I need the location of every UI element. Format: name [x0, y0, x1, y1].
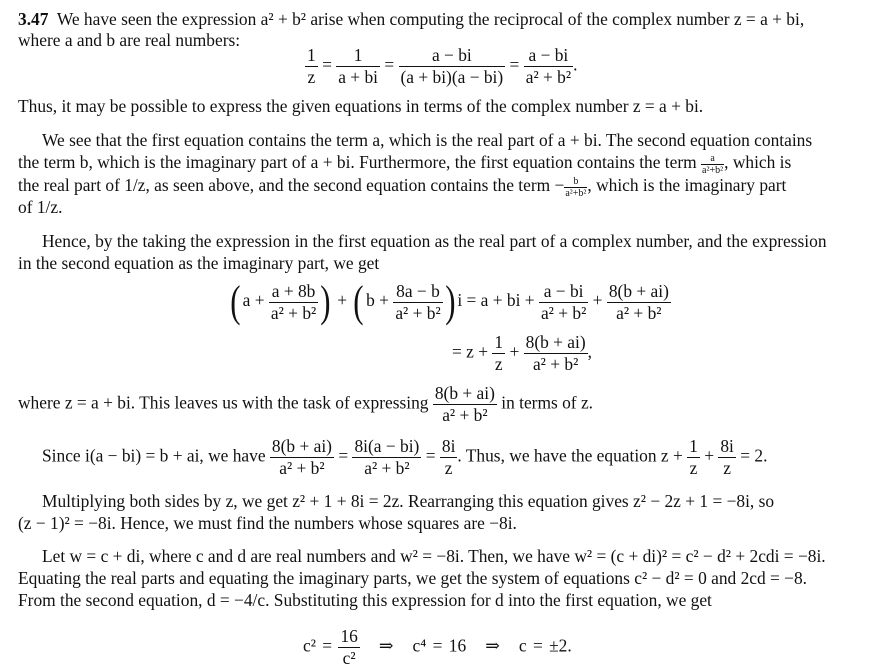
let-line1: Let w = c + di, where c and d are real numbers and w² = −8i. Then, we have w² = (c + di)² = c² − d² + 2cdi = −8i. — [42, 546, 826, 566]
fraction: $\frac{1}{z}$ — [494, 332, 504, 374]
para2-line4: of 1/z. — [18, 197, 63, 217]
reciprocal-equation: $\frac{1}{z}$ = $\frac{1}{a + bi}$ = $\frac{a - bi}{(a + bi)(a - bi)}$ = $\frac{a - bi}{\text{a² + b²}}$ . — [307, 45, 578, 87]
problem-number: 3.47 — [18, 9, 49, 29]
para3-line1: Hence, by the taking the expression in the first equation as the real part of a complex number, and the expression — [42, 231, 827, 251]
since-line: Since i(a − bi) = b + ai, we have $\frac{8(b + ai)}{\text{a² + b²}}$ = $\frac{8i(a - bi)}{\text{a² + b²}}$ = $\frac{8i}{z}$ . Thus, we have the equation z + $\frac{1}{z}$ + $\frac{8i}{z}$ = 2. — [42, 436, 768, 478]
fraction: $\frac{a - bi}{\text{a² + b²}}$ — [540, 280, 587, 323]
fraction: $\frac{1}{z}$ — [689, 436, 698, 478]
fraction: $\frac{8i}{z}$ — [720, 436, 734, 478]
para2-line1: We see that the first equation contains the term a, which is the real part of a + bi. The second equation contains — [42, 130, 813, 150]
fraction: $\frac{1}{a + bi}$ — [338, 45, 378, 87]
final-equation: c² = $\frac{16}{\text{c²}}$ ⇒ c⁴ = 16 ⇒ c = ±2. — [303, 626, 572, 668]
thus-line: Thus, it may be possible to express the given equations in terms of the complex number z = a + bi. — [18, 96, 704, 116]
multiply-line1: Multiplying both sides by z, we get z² + 1 + 8i = 2z. Rearranging this equation gives z² − 2z + 1 = −8i, so — [42, 491, 775, 511]
fraction: $\frac{8(b + ai)}{\text{a² + b²}}$ — [271, 436, 332, 478]
combined-equation-line1: ( a + $\frac{a + 8b}{\text{a² + b²}}$ ) + ( b + $\frac{8a - b}{\text{a² + b²}}$ ) i = a + bi + $\frac{a - bi}{\text{a² + b²}}$ + $\frac{8(b + ai)}{\text{a² + b²}}$ — [230, 277, 669, 326]
multiply-line2: (z − 1)² = −8i. Hence, we must find the numbers whose squares are −8i. — [18, 513, 517, 533]
fraction-small: $\frac{a}{\text{a²+b²}}$ — [702, 152, 724, 176]
fraction: $\frac{8(b + ai)}{\text{a² + b²}}$ — [525, 332, 586, 374]
para2-line2: the term b, which is the imaginary part of a + bi. Furthermore, the first equation contains the term $\frac{a}{\text{a²+b²}}$ , which is — [18, 152, 792, 176]
problem-intro-line2: where a and b are real numbers: — [18, 30, 241, 50]
intro-text: We have seen the expression a² + b² arise when computing the reciprocal of the complex number z = a + bi, — [56, 9, 805, 29]
problem-intro-line1 — [18, 8, 804, 30]
let-line3: From the second equation, d = −4/c. Substituting this expression for d into the first equation, we get — [18, 590, 712, 610]
fraction: $\frac{a - bi}{\text{a² + b²}}$ — [525, 45, 572, 87]
fraction: $\frac{8(b + ai)}{\text{a² + b²}}$ — [434, 383, 495, 425]
fraction: $\frac{a + 8b}{\text{a² + b²}}$ — [270, 280, 317, 323]
fraction-small: $\frac{b}{\text{a²+b²}}$ — [565, 175, 587, 199]
where-line: where z = a + bi. This leaves us with the task of expressing $\frac{8(b + ai)}{\text{a² + b²}}$ in terms of z. — [18, 383, 594, 425]
fraction: $\frac{8a - b}{\text{a² + b²}}$ — [395, 280, 441, 323]
fraction: $\frac{a - bi}{(a + bi)(a - bi)}$ — [400, 45, 504, 87]
fraction: $\frac{8i(a - bi)}{\text{a² + b²}}$ — [354, 436, 420, 478]
fraction: $\frac{16}{\text{c²}}$ — [340, 626, 358, 668]
para3-line2: in the second equation as the imaginary part, we get — [18, 253, 380, 273]
combined-equation-line2: = z + $\frac{1}{z}$ + $\frac{8(b + ai)}{\text{a² + b²}}$ , — [452, 332, 593, 374]
fraction: $\frac{8(b + ai)}{\text{a² + b²}}$ — [608, 280, 669, 323]
para2-line3: the real part of 1/z, as seen above, and the second equation contains the term − $\frac{b}{\text{a²+b²}}$ , which is the imaginary part — [18, 175, 787, 199]
fraction: $\frac{1}{z}$ — [307, 45, 316, 87]
let-line2: Equating the real parts and equating the imaginary parts, we get the system of equations c² − d² = 0 and 2cd = −8. — [18, 568, 808, 588]
fraction: $\frac{8i}{z}$ — [441, 436, 456, 478]
